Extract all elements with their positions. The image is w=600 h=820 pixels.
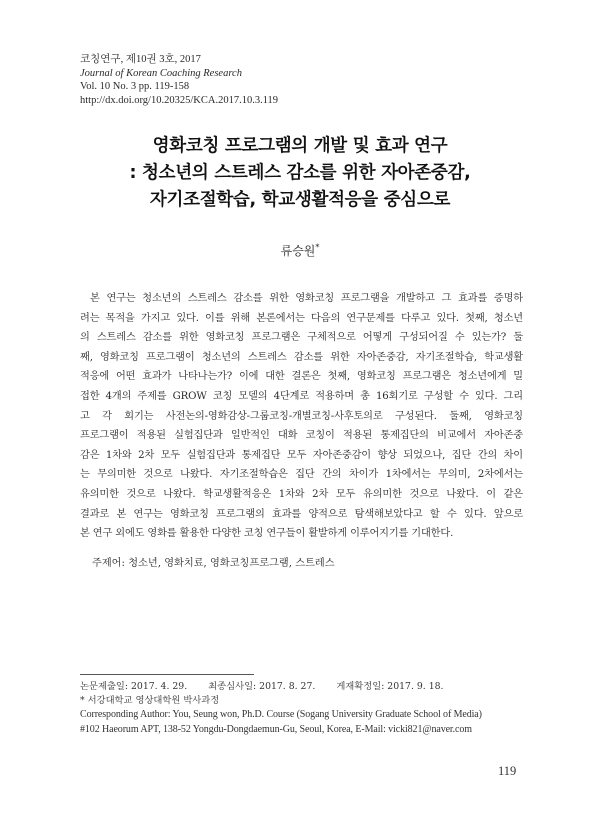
journal-name: Journal of Korean Coaching Research (80, 67, 242, 79)
abstract-line: 고 각 회기는 사전논의-영화감상-그룹코칭-개별코칭-사후토의로 구성된다. 둘째, 영화코칭 (80, 410, 523, 422)
paper-title (60, 133, 540, 214)
footnote-divider (80, 674, 254, 675)
title-line-3: 자기조절학습, 학교생활적응을 중심으로 (149, 190, 451, 210)
author-address: #102 Haeorum APT, 138-52 Yongdu-Dongdaemun-Gu, Seoul, Korea, E-Mail: vicki821@naver.com (80, 723, 472, 735)
abstract-line: 프로그램이 적용된 실험집단과 일반적인 대화 코칭이 적용된 통제집단의 비교에서 자아존중 (80, 430, 523, 442)
author-name: 류승원 (280, 244, 316, 258)
author-byline (0, 242, 600, 259)
footnotes (80, 680, 530, 737)
abstract-line: 려는 목적을 가지고 있다. 이를 위해 본론에서는 다음의 연구문제를 다루고 있다. 첫째, 청소년 (80, 312, 523, 324)
abstract-line: 째, 영화코칭 프로그램이 청소년의 스트레스 감소를 위한 자아존중감, 자기조절학습, 학교생활 (80, 351, 523, 363)
accepted-date: 게재확정일: 2017. 9. 18. (336, 681, 444, 692)
abstract-line: 는 무의미한 것으로 나왔다. 자기조절학습은 집단 간의 차이가 1차에서는 무의미, 2차에서는 (80, 469, 523, 481)
author-affiliation: * 서강대학교 영상대학원 박사과정 (80, 695, 220, 707)
submitted-date: 논문제출일: 2017. 4. 29. (80, 681, 188, 692)
abstract (80, 289, 523, 544)
doi-link[interactable]: http://dx.doi.org/10.20325/KCA.2017.10.3.119 (80, 94, 279, 106)
title-line-1: 영화코칭 프로그램의 개발 및 효과 연구 (152, 136, 448, 156)
journal-volume: Vol. 10 No. 3 pp. 119-158 (80, 81, 190, 92)
abstract-line: 결과로 본 연구는 영화코칭 프로그램의 효과를 양적으로 탐색해보았다고 할 수 있다. 앞으로 (80, 508, 523, 520)
abstract-line: 본 연구는 청소년의 스트레스 감소를 위한 영화코칭 프로그램을 개발하고 그 효과를 증명하 (90, 293, 523, 304)
keywords: 주제어: 청소년, 영화치료, 영화코칭프로그램, 스트레스 (92, 558, 335, 569)
author-footnote-mark: * (315, 243, 320, 252)
manuscript-dates (80, 680, 530, 694)
corresponding-author: Corresponding Author: You, Seung won, Ph.D. Course (Sogang University Graduate School of Media) (80, 709, 482, 721)
journal-issue-korean: 코칭연구, 제10권 3호, 2017 (80, 54, 201, 65)
journal-header (80, 53, 278, 107)
abstract-line: 의 스트레스 감소를 위한 영화코칭 프로그램은 구체적으로 어떻게 구성되어질 수 있는가? 둘 (80, 332, 523, 344)
abstract-line: 감은 1차와 2차 모두 실험집단과 통제집단 모두 자아존중감이 향상 되었으나, 집단 간의 차이 (80, 449, 523, 461)
abstract-line: 접한 4개의 주제를 GROW 코칭 모델의 4단계로 적용하며 총 16회기로 구성할 수 있다. 그리 (80, 390, 523, 402)
title-line-2: : 청소년의 스트레스 감소를 위한 자아존중감, (129, 163, 471, 183)
abstract-line: 적응에 어떤 효과가 나타나는가? 이에 대한 결론은 첫째, 영화코칭 프로그램은 청소년에게 밀 (80, 371, 523, 383)
abstract-line: 본 연구 외에도 영화를 활용한 다양한 코칭 연구들이 활발하게 이루어지기를 기대한다. (80, 528, 454, 540)
abstract-line: 유의미한 것으로 나왔다. 학교생활적응은 1차와 2차 모두 유의미한 것으로 나왔다. 이 같은 (80, 488, 523, 500)
reviewed-date: 최종심사일: 2017. 8. 27. (208, 681, 316, 692)
page-number: 119 (498, 764, 517, 778)
